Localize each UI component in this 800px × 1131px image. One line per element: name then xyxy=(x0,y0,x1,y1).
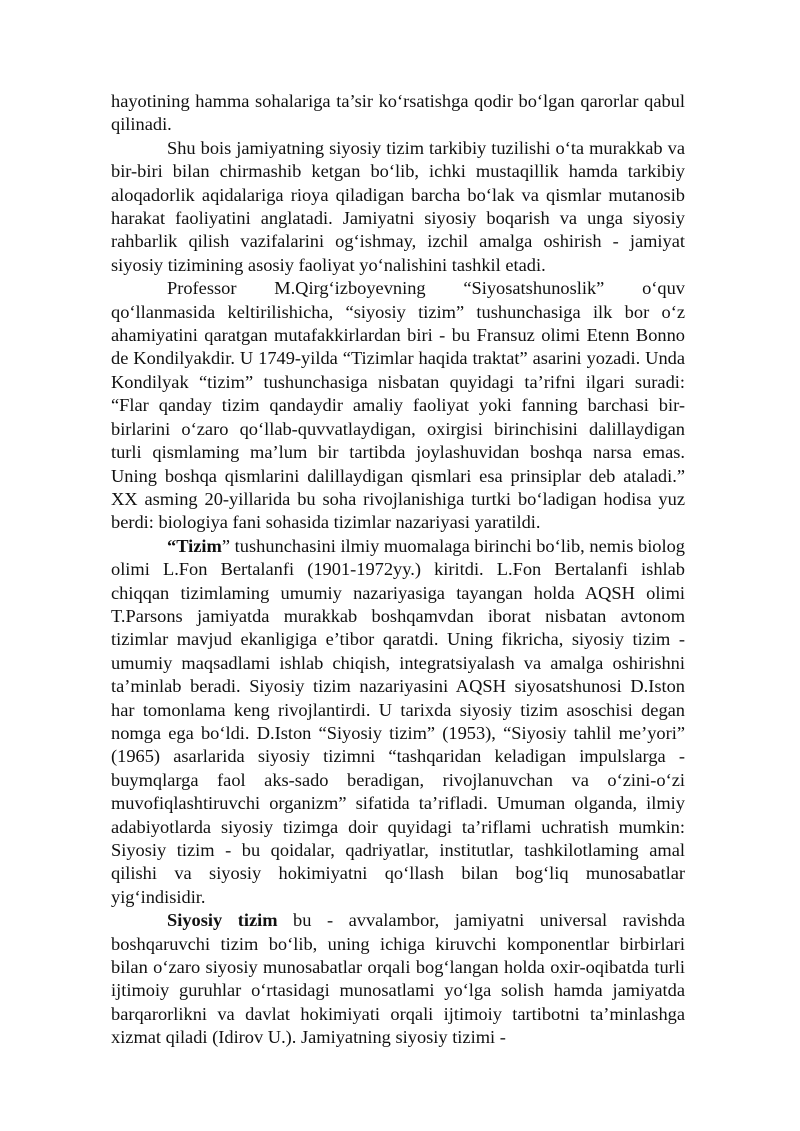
bold-term: “Tizim xyxy=(167,535,222,556)
paragraph-text: bu - avvalambor, jamiyatni universal ravishda boshqaruvchi tizim bo‘lib, uning ichiga kiruvchi komponentlar birbirlari bilan o‘zaro siyosiy munosabatlar orqali bog‘langan holda oxir-oqibatda turli ijtimoiy guruhlar o‘rtasidagi munosatlami yo‘lga solish hamda jamiyatda barqarorlikni va davlat hokimiyati orqali ijtimoiy tartibotni ta’minlashga xizmat qiladi (Idirov U.). Jamiyatning siyosiy tizimi - xyxy=(111,910,685,1048)
paragraph-text: hayotining hamma sohalariga ta’sir ko‘rsatishga qodir bo‘lgan qarorlar qabul qilinadi. xyxy=(111,91,685,135)
document-page xyxy=(111,90,685,1050)
paragraph-siyosiy-tizim xyxy=(111,909,685,1049)
bold-term: Siyosiy tizim xyxy=(167,910,278,931)
paragraph-kondilyak xyxy=(111,277,685,534)
paragraph-text: Professor M.Qirg‘izboyevning “Siyosatshunoslik” o‘quv qo‘llanmasida keltirilishicha, “siyosiy tizim” tushunchasiga ilk bor o‘z ahamiyatini qaratgan mutafakkirlardan biri - bu Fransuz olimi Etenn Bonno de Kondilyakdir. U 1749-yilda “Tizimlar haqida traktat” asarini yozadi. Unda Kondilyak “tizim” tushunchasiga nisbatan quyidagi ta’rifni ilgari suradi: “Flar qanday tizim qandaydir amaliy faoliyat yoki fanning barchasi bir-birlarini o‘zaro qo‘llab-quvvatlaydigan, oxirgisi birinchisini dalillaydigan turli qismlaming ma’lum bir tartibda joylashuvidan boshqa narsa emas. Uning boshqa qismlarini dalillaydigan qismlari esa prinsiplar deb ataladi.” XX asming 20-yillarida bu soha rivojlanishiga turtki bo‘ladigan hodisa yuz berdi: biologiya fani sohasida tizimlar nazariyasi yaratildi. xyxy=(111,278,685,533)
paragraph-structure xyxy=(111,137,685,277)
paragraph-continuation xyxy=(111,90,685,137)
paragraph-tizim-definition xyxy=(111,535,685,910)
paragraph-text: Shu bois jamiyatning siyosiy tizim tarkibiy tuzilishi o‘ta murakkab va bir-biri bilan chirmashib ketgan bo‘lib, ichki mustaqillik hamda tarkibiy aloqadorlik aqidalariga rioya qiladigan barcha bo‘lak va qismlar mutanosib harakat faoliyatini anglatadi. Jamiyatni siyosiy boqarish va unga siyosiy rahbarlik qilish vazifalarini og‘ishmay, izchil amalga oshirish - jamiyat siyosiy tizimining asosiy faoliyat yo‘nalishini tashkil etadi. xyxy=(111,137,685,275)
paragraph-text: ” tushunchasini ilmiy muomalaga birinchi bo‘lib, nemis biolog olimi L.Fon Bertalanfi (1901-1972yy.) kiritdi. L.Fon Bertalanfi ishlab chiqqan tizimlaming umumiy nazariyasiga tayangan holda AQSH olimi T.Parsons jamiyatda murakkab boshqamvdan iborat nisbatan avtonom tizimlar mavjud ekanligiga e’tibor qaratdi. Uning fikricha, siyosiy tizim - umumiy maqsadlami ishlab chiqish, integratsiyalash va amalga oshirishni ta’minlab beradi. Siyosiy tizim nazariyasini AQSH siyosatshunosi D.Iston har tomonlama keng rivojlantirdi. U tarixda siyosiy tizim asoschisi degan nomga ega bo‘ldi. D.Iston “Siyosiy tizim” (1953), “Siyosiy tahlil me’yori” (1965) asarlarida siyosiy tizimni “tashqaridan keladigan impulslarga - buymqlarga faol aks-sado beradigan, rivojlanuvchan va o‘zini-o‘zi muvofiqlashtiruvchi organizm” sifatida ta’rifladi. Umuman olganda, ilmiy adabiyotlarda siyosiy tizimga doir quyidagi ta’riflami uchratish mumkin: Siyosiy tizim - bu qoidalar, qadriyatlar, institutlar, tashkilotlaming amal qilishi va siyosiy hokimiyatni qo‘llash bilan bog‘liq munosabatlar yig‘indisidir. xyxy=(111,535,685,907)
